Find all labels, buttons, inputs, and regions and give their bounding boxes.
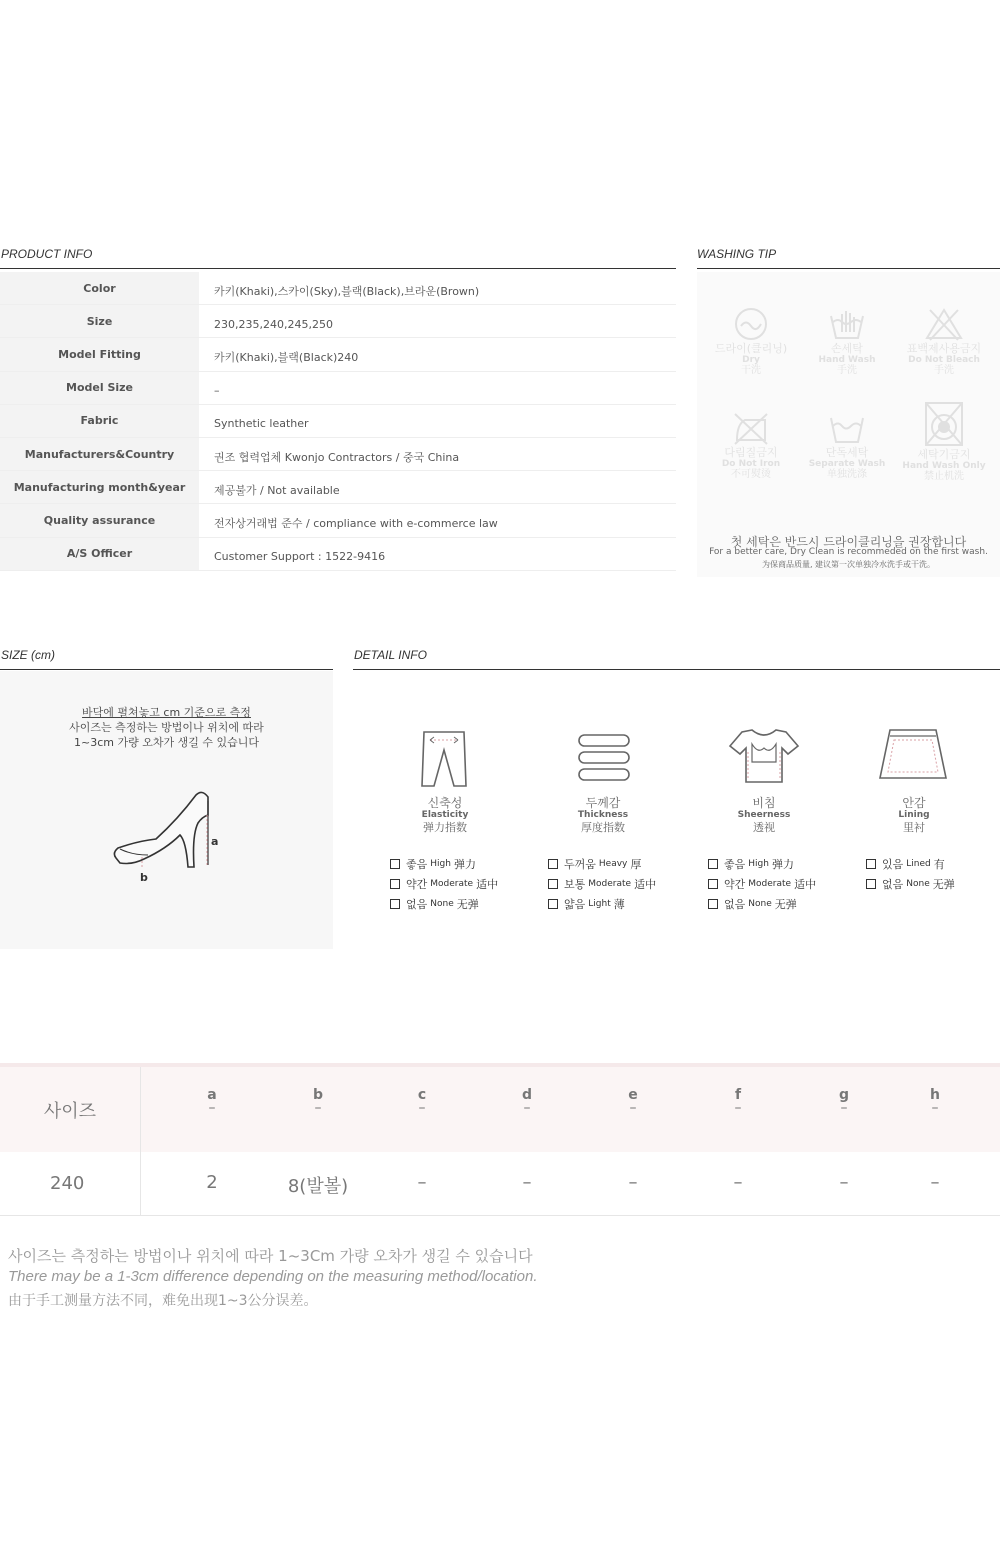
size-column-dash: –	[629, 1100, 637, 1116]
size-column-label: h	[930, 1087, 940, 1103]
wash-en: Do Not Bleach	[908, 355, 980, 365]
elasticity-heading	[370, 797, 520, 834]
size-column-label: c	[417, 1087, 427, 1103]
elasticity-zh: 弹力指数	[423, 821, 467, 834]
thickness-option-moderate[interactable]	[548, 876, 656, 892]
product-info-value: 카키(Khaki),스카이(Sky),블랙(Black),브라운(Brown)	[214, 285, 480, 299]
option-zh: 无弹	[932, 878, 955, 891]
wash-ko: 세탁기금지	[917, 448, 971, 461]
option-ko: 약간	[406, 878, 428, 891]
product-info-label: Manufacturers&Country	[0, 438, 199, 470]
wash-zh: 手洗	[837, 365, 857, 376]
product-info-row	[0, 504, 676, 537]
footer-note-zh: 由于手工测量方法不同，难免出现1~3公分误差。	[8, 1293, 318, 1309]
wash-zh: 禁止机洗	[924, 471, 964, 482]
size-column-dash: –	[931, 1100, 939, 1116]
product-info-value: Customer Support : 1522-9416	[214, 550, 386, 564]
option-en: Heavy	[598, 859, 628, 869]
option-ko: 없음	[724, 898, 746, 911]
product-info-row	[0, 405, 676, 438]
size-column-label: d	[521, 1087, 533, 1103]
wash-item-no-machine	[894, 400, 994, 483]
lining-en: Lining	[898, 810, 930, 820]
checkbox[interactable]	[390, 899, 400, 909]
option-en: Moderate	[430, 879, 474, 889]
product-info-label: A/S Officer	[0, 538, 199, 570]
checkbox[interactable]	[548, 879, 558, 889]
lining-option-lined[interactable]	[866, 856, 945, 872]
checkbox[interactable]	[548, 859, 558, 869]
checkbox[interactable]	[390, 859, 400, 869]
option-ko: 얇음	[564, 898, 586, 911]
wash-note-en: For a better care, Dry Clean is recommeded on the first wash.	[709, 547, 988, 557]
size-column-header	[603, 1087, 663, 1116]
sheerness-zh: 透视	[753, 821, 775, 834]
checkbox[interactable]	[866, 879, 876, 889]
checkbox[interactable]	[390, 879, 400, 889]
wash-item-separate	[797, 410, 897, 481]
product-info-label: Size	[0, 305, 199, 337]
option-en: Lined	[906, 859, 931, 869]
option-ko: 두꺼움	[564, 858, 596, 871]
wash-ko: 다림질금지	[724, 446, 778, 459]
product-info-label: Model Fitting	[0, 338, 199, 370]
lining-skirt-icon	[878, 728, 948, 780]
size-label-b: b	[140, 871, 148, 884]
size-value-cell: –	[733, 1172, 743, 1193]
wash-en: Do Not Iron	[721, 459, 781, 469]
thickness-zh: 厚度指数	[581, 821, 625, 834]
product-info-value: –	[214, 384, 220, 398]
wash-ko: 단독세탁	[825, 446, 869, 459]
size-column-dash: –	[523, 1100, 531, 1116]
dry-clean-icon	[733, 306, 769, 342]
option-zh: 厚	[630, 858, 642, 871]
option-en: None	[430, 899, 454, 909]
wash-zh: 干洗	[741, 365, 761, 376]
option-en: Moderate	[588, 879, 632, 889]
wash-ko: 드라이(클리닝)	[714, 342, 788, 355]
size-column-header	[182, 1087, 242, 1116]
washing-tip-panel	[697, 272, 1000, 577]
option-zh: 适中	[794, 878, 817, 891]
product-info-value: 230,235,240,245,250	[214, 317, 333, 331]
product-info-row	[0, 305, 676, 338]
size-note-line3: 1~3cm 가량 오차가 생길 수 있습니다	[74, 736, 259, 749]
option-ko: 없음	[406, 898, 428, 911]
lining-option-none[interactable]	[866, 876, 955, 892]
size-panel-rule	[0, 669, 333, 670]
product-info-value: 제공불가 / Not available	[214, 484, 340, 498]
high-heel-shoe-icon	[108, 785, 228, 891]
product-info-row	[0, 471, 676, 504]
size-column-label: e	[628, 1087, 638, 1103]
size-column-dash: –	[734, 1100, 742, 1116]
option-zh: 薄	[613, 898, 625, 911]
size-column-header	[288, 1087, 348, 1116]
size-value-cell: –	[417, 1172, 427, 1193]
thickness-en: Thickness	[577, 810, 629, 820]
size-value-cell: –	[930, 1172, 940, 1193]
product-info-row	[0, 338, 676, 371]
elasticity-pants-icon	[420, 730, 468, 788]
sheerness-shirt-icon	[728, 728, 800, 784]
sheerness-heading	[689, 797, 839, 834]
product-info-table	[0, 272, 676, 571]
elasticity-en: Elasticity	[421, 810, 469, 820]
size-header-label: 사이즈	[0, 1067, 141, 1152]
checkbox[interactable]	[866, 859, 876, 869]
option-zh: 无弹	[456, 898, 479, 911]
product-info-label: Model Size	[0, 372, 199, 404]
do-not-bleach-icon	[924, 306, 964, 342]
size-column-dash: –	[840, 1100, 848, 1116]
product-info-row	[0, 372, 676, 405]
wash-item-dry	[701, 306, 801, 377]
size-value-cell: –	[628, 1172, 638, 1193]
size-column-label: g	[838, 1087, 850, 1103]
wash-item-hand-wash	[797, 306, 897, 377]
product-info-value: 권조 협력업체 Kwonjo Contractors / 중국 China	[214, 451, 460, 465]
lining-heading	[839, 797, 989, 834]
size-column-header	[814, 1087, 874, 1116]
product-info-label: Color	[0, 272, 199, 304]
size-row-size: 240	[0, 1152, 141, 1215]
option-en: Moderate	[748, 879, 792, 889]
wash-en: Hand Wash	[818, 355, 876, 365]
product-info-value: 카키(Khaki),블랙(Black)240	[214, 351, 359, 365]
wash-zh: 手洗	[934, 365, 954, 376]
size-value-cell: –	[522, 1172, 532, 1193]
size-column-header	[905, 1087, 965, 1116]
size-label-a: a	[211, 835, 219, 848]
size-table	[0, 1063, 1000, 1216]
option-ko: 약간	[724, 878, 746, 891]
size-column-header	[708, 1087, 768, 1116]
footer-note-ko: 사이즈는 측정하는 방법이나 위치에 따라 1~3Cm 가량 오차가 생길 수 있습니다	[8, 1247, 533, 1265]
lining-zh: 里衬	[903, 821, 925, 834]
wash-ko: 표백제사용금지	[906, 342, 982, 355]
washing-tip-rule	[697, 268, 1000, 269]
size-panel	[0, 671, 333, 949]
detail-info-rule	[353, 669, 1000, 670]
option-ko: 없음	[882, 878, 904, 891]
thickness-option-light[interactable]	[548, 896, 625, 912]
option-zh: 弹力	[771, 858, 794, 871]
size-column-header	[392, 1087, 452, 1116]
product-info-value: Synthetic leather	[214, 417, 309, 431]
product-info-value: 전자상거래법 준수 / compliance with e-commerce law	[214, 517, 498, 531]
wash-ko: 손세탁	[831, 342, 863, 355]
checkbox[interactable]	[548, 899, 558, 909]
option-en: High	[748, 859, 769, 869]
size-value-cell: 2	[206, 1172, 218, 1193]
checkbox[interactable]	[708, 879, 718, 889]
size-column-header	[497, 1087, 557, 1116]
wash-item-no-iron	[701, 410, 801, 481]
checkbox[interactable]	[708, 899, 718, 909]
wash-en: Hand Wash Only	[902, 461, 986, 471]
thickness-ko: 두께감	[585, 796, 621, 810]
product-info-rule	[0, 268, 676, 269]
wash-zh: 不可熨烫	[731, 469, 771, 480]
option-en: None	[748, 899, 772, 909]
wash-en: Separate Wash	[808, 459, 886, 469]
size-panel-title: SIZE (cm)	[1, 648, 55, 662]
separate-wash-icon	[827, 410, 867, 446]
elasticity-option-none[interactable]	[390, 896, 479, 912]
size-column-dash: –	[314, 1100, 322, 1116]
hand-wash-icon	[827, 306, 867, 342]
option-zh: 弹力	[453, 858, 476, 871]
size-table-header	[0, 1067, 1000, 1152]
wash-note-ko: 첫 세탁은 반드시 드라이클리닝을 권장합니다	[730, 535, 967, 549]
size-note-line1: 바닥에 펼쳐놓고 cm 기준으로 측정	[82, 706, 251, 719]
product-info-row	[0, 438, 676, 471]
option-zh: 无弹	[774, 898, 797, 911]
size-column-label: a	[207, 1087, 217, 1103]
size-column-dash: –	[208, 1100, 216, 1116]
elasticity-option-moderate[interactable]	[390, 876, 498, 892]
wash-item-no-bleach	[894, 306, 994, 377]
thickness-layers-icon	[577, 733, 631, 783]
elasticity-ko: 신축성	[427, 796, 463, 810]
product-info-row	[0, 538, 676, 571]
product-info-label: Manufacturing month&year	[0, 471, 199, 503]
thickness-option-heavy[interactable]	[548, 856, 641, 872]
size-column-label: b	[312, 1087, 324, 1103]
hand-wash-only-icon	[922, 400, 966, 448]
option-ko: 좋음	[406, 858, 428, 871]
product-info-row	[0, 272, 676, 305]
washing-tip-title: WASHING TIP	[697, 247, 777, 261]
size-value-cell: –	[839, 1172, 849, 1193]
do-not-iron-icon	[731, 410, 771, 446]
footer-note-en: There may be a 1-3cm difference depending on the measuring method/location.	[8, 1268, 538, 1285]
elasticity-option-high[interactable]	[390, 856, 476, 872]
wash-en: Dry	[742, 355, 760, 365]
option-en: High	[430, 859, 451, 869]
product-info-label: Fabric	[0, 405, 199, 437]
option-en: Light	[588, 899, 611, 909]
size-table-row	[0, 1152, 1000, 1216]
option-zh: 适中	[476, 878, 499, 891]
size-value-cell: 8(발볼)	[287, 1176, 349, 1197]
thickness-heading	[528, 797, 678, 834]
option-zh: 有	[933, 858, 945, 871]
sheerness-option-high[interactable]	[708, 856, 794, 872]
option-zh: 适中	[634, 878, 657, 891]
option-ko: 보통	[564, 878, 586, 891]
size-column-dash: –	[418, 1100, 426, 1116]
sheerness-ko: 비침	[752, 796, 776, 810]
wash-zh: 单独洗涤	[827, 469, 867, 480]
detail-info-title: DETAIL INFO	[354, 648, 427, 662]
lining-ko: 안감	[902, 796, 926, 810]
size-note-line2: 사이즈는 측정하는 방법이나 위치에 따라	[69, 721, 264, 734]
checkbox[interactable]	[708, 859, 718, 869]
sheerness-option-moderate[interactable]	[708, 876, 816, 892]
option-ko: 있음	[882, 858, 904, 871]
sheerness-option-none[interactable]	[708, 896, 797, 912]
size-column-label: f	[734, 1087, 742, 1103]
sheerness-en: Sheerness	[737, 810, 791, 820]
product-info-label: Quality assurance	[0, 504, 199, 536]
option-ko: 좋음	[724, 858, 746, 871]
option-en: None	[906, 879, 930, 889]
wash-note-zh: 为保商品质量, 建议第一次单独冷水洗手或干洗。	[761, 560, 936, 569]
product-info-title: PRODUCT INFO	[1, 247, 93, 261]
